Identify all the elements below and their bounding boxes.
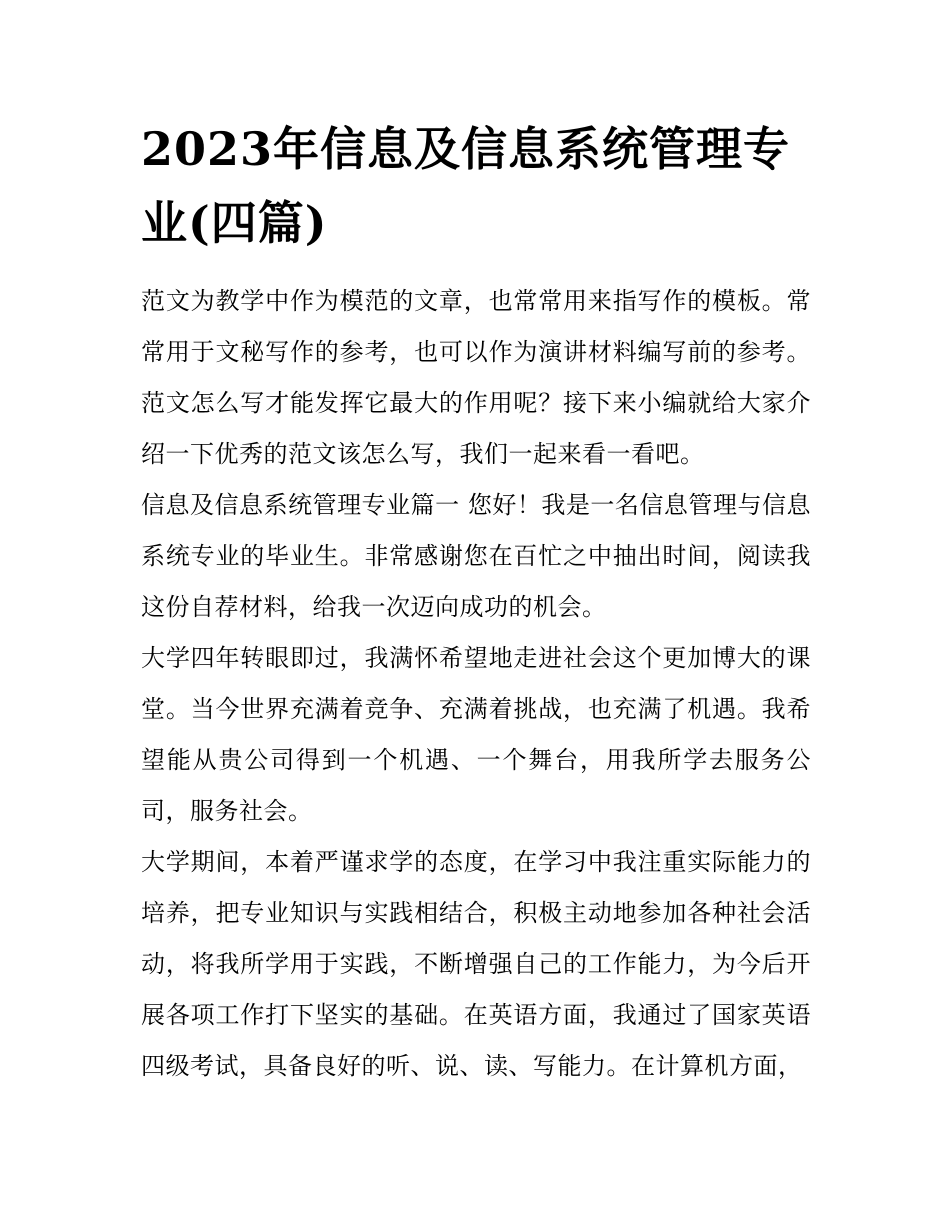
paragraph-aspiration: 大学四年转眼即过，我满怀希望地走进社会这个更加博大的课堂。当今世界充满着竞争、充满着挑战，也充满了机遇。我希望能从贵公司得到一个机遇、一个舞台，用我所学去服务公司，服务社会。 bbox=[141, 644, 811, 825]
document-title: 2023年信息及信息系统管理专业(四篇) bbox=[141, 122, 791, 250]
document-body bbox=[141, 276, 811, 1092]
document-page bbox=[141, 112, 811, 1092]
paragraph-greeting: 信息及信息系统管理专业篇一 您好！我是一名信息管理与信息系统专业的毕业生。非常感谢您在百忙之中抽出时间，阅读我这份自荐材料，给我一次迈向成功的机会。 bbox=[141, 491, 811, 621]
paragraph-intro: 范文为教学中作为模范的文章，也常常用来指写作的模板。常常用于文秘写作的参考，也可以作为演讲材料编写前的参考。范文怎么写才能发挥它最大的作用呢？接下来小编就给大家介绍一下优秀的范文该怎么写，我们一起来看一看吧。 bbox=[141, 287, 811, 468]
paragraph-university: 大学期间，本着严谨求学的态度，在学习中我注重实际能力的培养，把专业知识与实践相结合，积极主动地参加各种社会活动，将我所学用于实践，不断增强自己的工作能力，为今后开展各项工作打下坚实的基础。在英语方面，我通过了国家英语四级考试，具备良好的听、说、读、写能力。在计算机方面， bbox=[141, 848, 811, 1080]
